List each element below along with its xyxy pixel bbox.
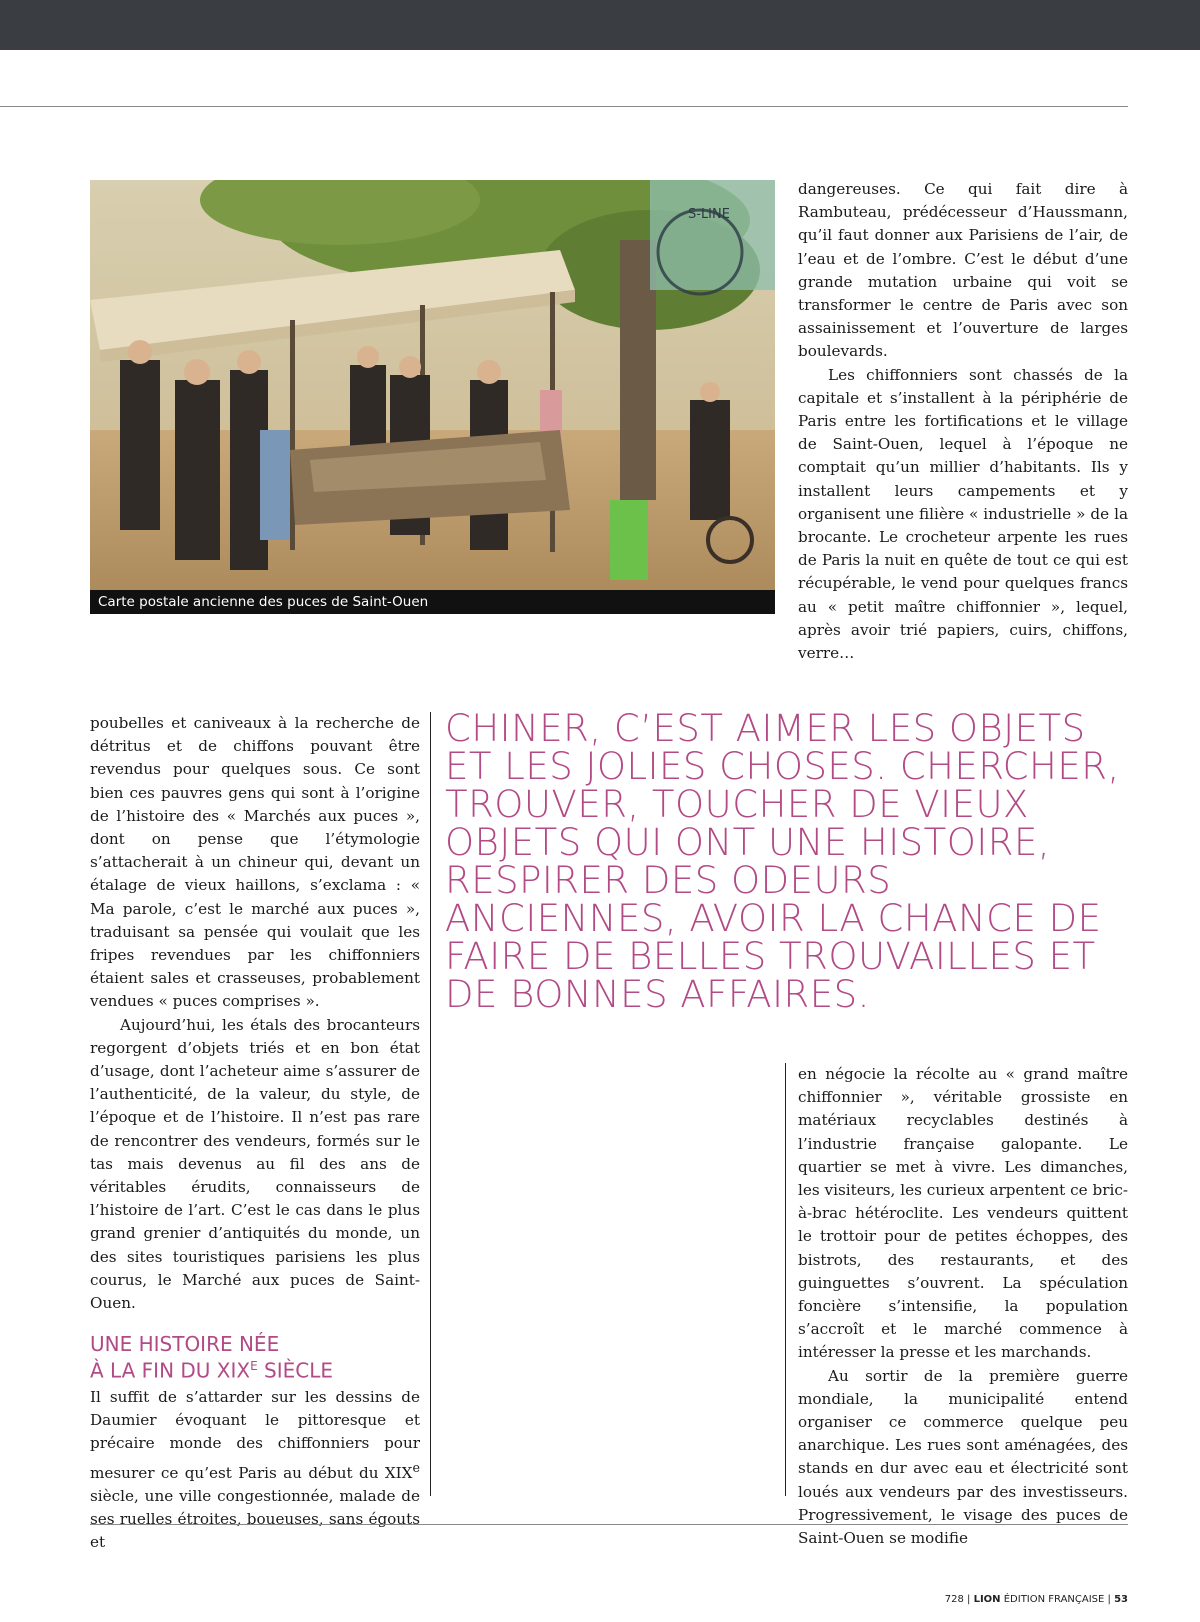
heading-line-1: UNE HISTOIRE NÉE bbox=[90, 1332, 280, 1357]
paragraph: poubelles et caniveaux à la recherche de détritus et de chiffons pouvant être revendus pour quelques sous. Ce sont bien ces pauvres gens qui sont à l’origine de l’histoire des « Marchés aux puces », dont on pense que l’étymologie s’attacherait à un chineur qui, devant un étalage de vieux haillons, s’exclama : « Ma parole, c’est le marché aux puces », traduisant sa pensée qui voulait que les fripes revendues par les chiffonniers étaient sales et crasseuses, probablement vendues « puces comprises ». bbox=[90, 714, 420, 1011]
top-bar bbox=[0, 0, 1200, 50]
brand-name: LION bbox=[973, 1594, 1001, 1605]
text-column-top-right bbox=[798, 178, 1128, 665]
pull-quote bbox=[445, 707, 1135, 1016]
photo-caption: Carte postale ancienne des puces de Saint-Ouen bbox=[90, 590, 775, 614]
paragraph-end: siècle, une ville congestionnée, malade de ses ruelles étroites, boueuses, sans égouts et bbox=[90, 1486, 420, 1552]
heading-line-2: À LA FIN DU XIX bbox=[90, 1358, 251, 1383]
postcard-illustration bbox=[90, 180, 775, 614]
page-number: 53 bbox=[1114, 1594, 1128, 1605]
heading-superscript: E bbox=[250, 1359, 258, 1374]
heading-line-2-end: SIÈCLE bbox=[257, 1358, 334, 1383]
top-rule bbox=[0, 106, 1128, 107]
edition-label: ÉDITION FRANÇAISE bbox=[1000, 1594, 1108, 1605]
paragraph: en négocie la récolte au « grand maître chiffonnier », véritable grossiste en matériaux recyclables destinés à l’industrie française galopante. Le quartier se met à vivre. Les dimanches, les visiteurs, les curieux arpentent ce bric-à-brac hétéroclite. Les vendeurs quittent le trottoir pour de petites échoppes, des bistrots, des restaurants, et des guinguettes s’ouvrent. La spéculation foncière s’intensifie, la population s’accroît et le marché commence à intéresser la presse et les marchands. bbox=[798, 1065, 1128, 1362]
footer-separator: | bbox=[967, 1594, 971, 1605]
section-heading bbox=[90, 1333, 420, 1382]
paragraph: Au sortir de la première guerre mondiale, la municipalité entend organiser ce commerce quelque peu anarchique. Les rues sont aménagées, des stands en dur avec eau et électricité sont loués aux vendeurs par des investisseurs. Progressivement, le visage des puces de Saint-Ouen se modifie bbox=[798, 1366, 1128, 1548]
paragraph: Les chiffonniers sont chassés de la capitale et s’installent à la périphérie de Paris entre les fortifications et le village de Saint-Ouen, lequel à l’époque ne comptait qu’un millier d’habitants. Ils y installent leurs campements et y organisent une filière « industrielle » de la brocante. Le crocheteur arpente les rues de Paris la nuit en quête de tout ce qui est récupérable, le vend pour quelques francs au « petit maître chiffonnier », lequel, après avoir trié papiers, cuirs, chiffons, verre… bbox=[798, 365, 1128, 663]
issue-number: 728 bbox=[944, 1594, 964, 1605]
paragraph: Aujourd’hui, les étals des brocanteurs regorgent d’objets triés et en bon état d’usage, dont l’acheteur aime s’assurer de l’authenticité, de la valeur, du style, de l’époque et de l’histoire. Il n’est pas rare de rencontrer des vendeurs, formés sur le tas mais devenus au fil des ans de véritables érudits, connaisseurs de l’histoire de l’art. C’est le cas dans le plus grand grenier d’antiquités du monde, un des sites touristiques parisiens les plus courus, le Marché aux puces de Saint-Ouen. bbox=[90, 1015, 420, 1313]
paragraph bbox=[90, 1386, 420, 1554]
page-footer bbox=[945, 1594, 1128, 1605]
postmark-text: S-LINE bbox=[688, 207, 730, 222]
text-column-left bbox=[90, 712, 420, 1554]
column-divider bbox=[785, 1063, 786, 1496]
paragraph: dangereuses. Ce qui fait dire à Rambuteau, prédécesseur d’Haussmann, qu’il faut donner aux Parisiens de l’air, de l’eau et de l’ombre. C’est le début d’une grande mutation urbaine qui voit se transformer le centre de Paris avec son assainissement et l’ouverture de larges boulevards. bbox=[798, 180, 1128, 361]
footer-separator: | bbox=[1107, 1594, 1111, 1605]
text-column-bottom-right bbox=[798, 1063, 1128, 1550]
bottom-rule bbox=[90, 1524, 1128, 1525]
postcard-photo bbox=[90, 180, 775, 614]
paragraph-start: Il suffit de s’attarder sur les dessins de Daumier évoquant le pittoresque et précaire monde des chiffonniers pour mesurer ce qu’est Paris au début du XIX bbox=[90, 1387, 420, 1482]
pull-quote-text: CHINER, C’EST AIMER LES OBJETS ET LES JOLIES CHOSES. CHERCHER, TROUVER, TOUCHER DE VIEUX OBJETS QUI ONT UNE HISTOIRE, RESPIRER DES ODEURS ANCIENNES, AVOIR LA CHANCE DE FAIRE DE BELLES TROUVAILLES ET DE BONNES AFFAIRES. bbox=[445, 707, 1120, 1016]
century-superscript: e bbox=[412, 1459, 420, 1475]
column-divider bbox=[430, 712, 431, 1496]
